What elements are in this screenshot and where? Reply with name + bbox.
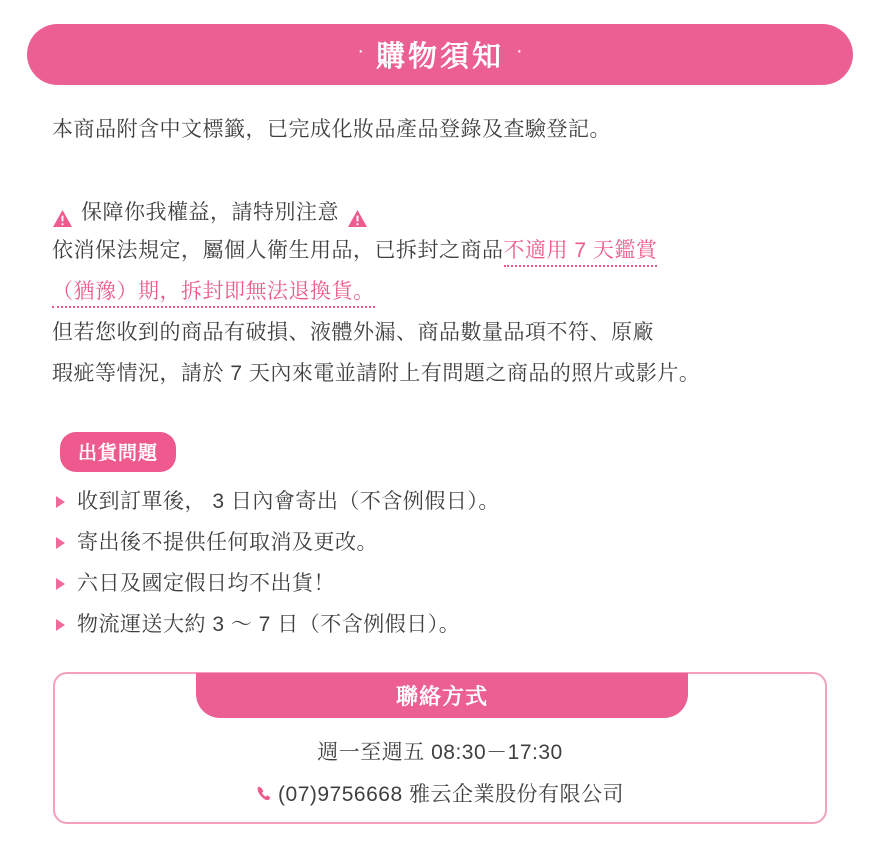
lead-paragraph: 本商品附含中文標籤，已完成化妝品產品登錄及查驗登記。 (52, 118, 611, 141)
triangle-bullet-icon (56, 619, 65, 631)
notice-line-2 (52, 271, 842, 312)
notice-line-1-highlight: 不適用 7 天鑑賞 (504, 239, 658, 267)
header-dot-left: · (357, 40, 364, 62)
page-title: 購物須知 (375, 41, 504, 73)
notice-line-4: 瑕疵等情況，請於 7 天內來電並請附上有問題之商品的照片或影片。 (52, 362, 701, 385)
shipping-section-tag: 出貨問題 (60, 432, 176, 472)
page-header-banner (27, 24, 853, 85)
list-item-label: 物流運送大約 3 ～ 7 日（不含例假日）。 (77, 613, 461, 636)
header-dot-right: · (516, 40, 523, 62)
list-item (56, 482, 846, 522)
list-item (56, 523, 846, 563)
notice-line-1 (52, 230, 842, 271)
notice-line-1-text: 依消保法規定，屬個人衛生用品，已拆封之商品 (52, 239, 504, 262)
notice-heading-text: 保障你我權益，請特別注意 (81, 201, 339, 224)
contact-phone-text: (07)9756668 雅云企業股份有限公司 (278, 783, 624, 806)
contact-box (53, 672, 827, 824)
notice-line-2-highlight: （猶豫）期，拆封即無法退換貨。 (52, 280, 375, 308)
list-item (56, 564, 846, 604)
warning-triangle-icon (52, 205, 73, 224)
contact-title: 聯絡方式 (196, 673, 688, 718)
notice-block (52, 196, 842, 394)
phone-icon (256, 785, 274, 803)
warning-triangle-icon (347, 205, 368, 224)
triangle-bullet-icon (56, 578, 65, 590)
list-item-label: 收到訂單後， 3 日內會寄出（不含例假日）。 (77, 490, 500, 513)
contact-phone-row (55, 778, 825, 808)
list-item-label: 六日及國定假日均不出貨！ (77, 572, 335, 595)
contact-hours: 週一至週五 08:30－17:30 (317, 741, 563, 764)
notice-line-3: 但若您收到的商品有破損、液體外漏、商品數量品項不符、原廠 (52, 321, 654, 344)
triangle-bullet-icon (56, 496, 65, 508)
shipping-bullet-list (56, 482, 846, 646)
list-item (56, 605, 846, 645)
triangle-bullet-icon (56, 537, 65, 549)
list-item-label: 寄出後不提供任何取消及更改。 (77, 531, 378, 554)
notice-heading-row (52, 196, 842, 230)
